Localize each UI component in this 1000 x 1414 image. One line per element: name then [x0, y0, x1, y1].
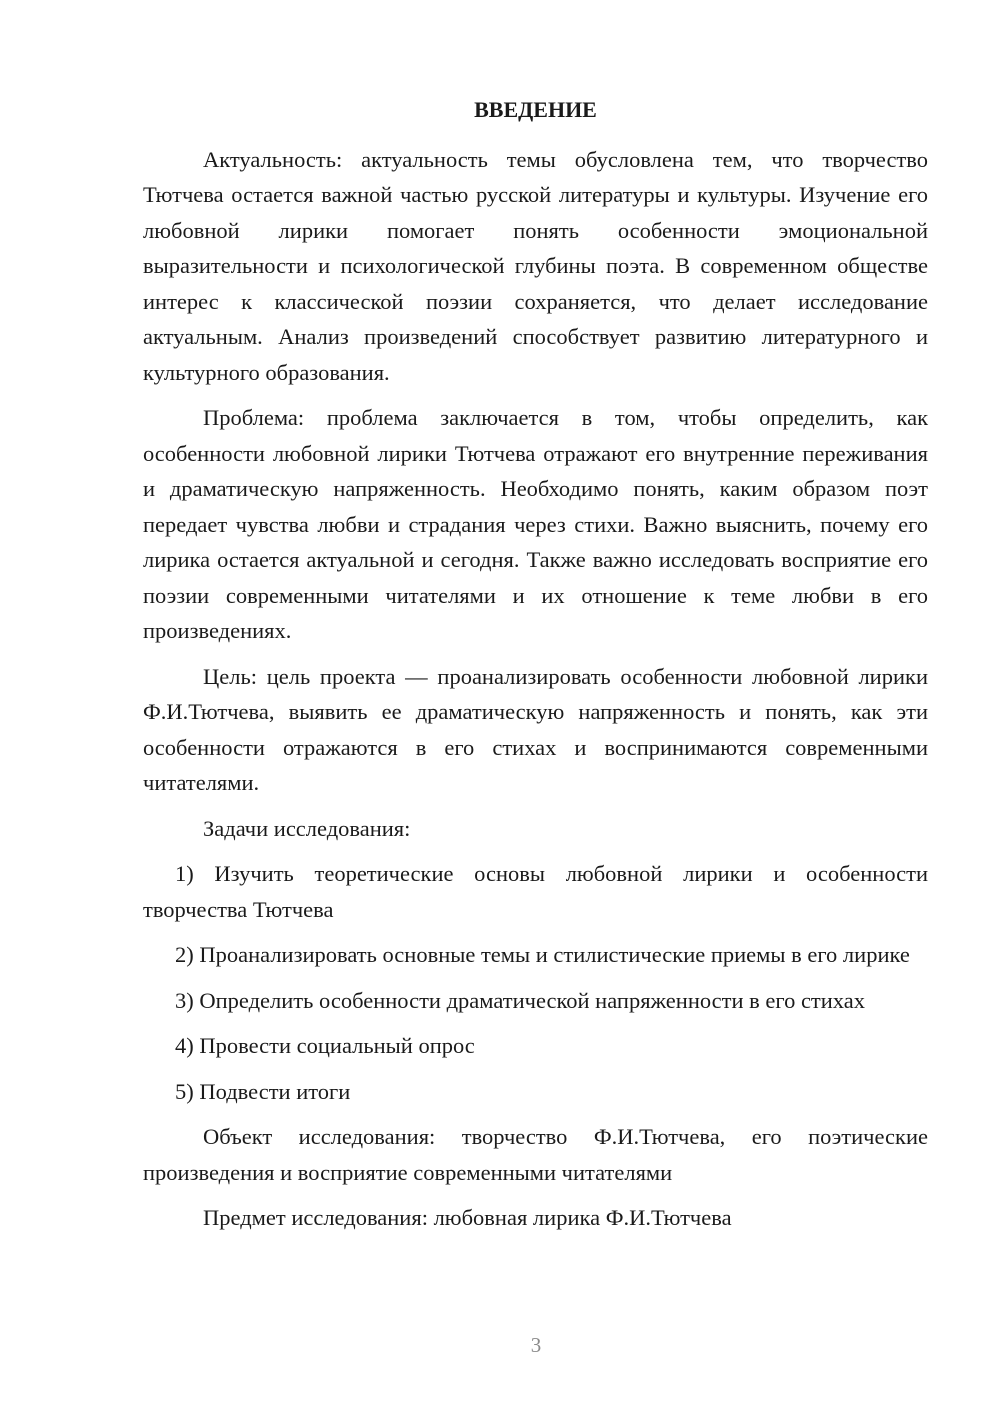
subject-paragraph: Предмет исследования: любовная лирика Ф.И.Тютчева	[203, 1205, 732, 1230]
page-number: 3	[530, 1333, 542, 1357]
object-paragraph: Объект исследования: творчество Ф.И.Тютчева, его поэтические произведения и восприятие современными читателями	[143, 1124, 928, 1185]
tasks-list	[143, 856, 928, 1109]
tasks-heading: Задачи исследования:	[203, 815, 411, 841]
list-item: 5) Подвести итоги	[175, 1078, 351, 1104]
list-item: 2) Проанализировать основные темы и стилистические приемы в его лирике	[175, 942, 910, 967]
list-item: 1) Изучить теоретические основы любовной лирики и особенности творчества Тютчева	[143, 861, 928, 922]
page-title: ВВЕДЕНИЕ	[474, 97, 597, 122]
list-item: 4) Провести социальный опрос	[175, 1033, 475, 1058]
list-item: 3) Определить особенности драматической напряженности в его стихах	[175, 987, 865, 1013]
relevance-paragraph: Актуальность: актуальность темы обусловлена тем, что творчество Тютчева остается важной частью русской литературы и культуры. Изучение его любовной лирики помогает понять особенности эмоциональной выразительности и психологической глубины поэта. В современном обществе интерес к классической поэзии сохраняется, что делает исследование актуальным. Анализ произведений способствует развитию литературного и культурного образования.	[143, 146, 928, 385]
goal-paragraph: Цель: цель проекта — проанализировать особенности любовной лирики Ф.И.Тютчева, выявить ее драматическую напряженность и понять, как эти особенности отражаются в его стихах и воспринимаются современными читателями.	[143, 663, 928, 795]
document-body	[143, 92, 928, 1246]
problem-paragraph: Проблема: проблема заключается в том, чтобы определить, как особенности любовной лирики Тютчева отражают его внутренние переживания и драматическую напряженность. Необходимо понять, каким образом поэт передает чувства любви и страдания через стихи. Важно выяснить, почему его лирика остается актуальной и сегодня. Также важно исследовать восприятие его поэзии современными читателями и их отношение к теме любви в его произведениях.	[143, 405, 928, 643]
